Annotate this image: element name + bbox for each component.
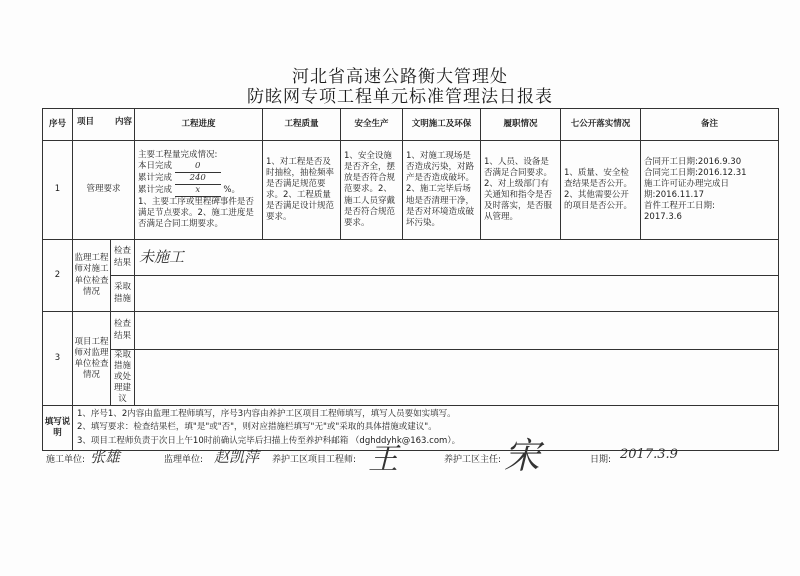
row1-quality [263, 141, 341, 240]
row1-seq: 1 [43, 141, 73, 240]
row1-remark [641, 141, 779, 240]
row2-sub1: 检查结果 [111, 240, 135, 276]
row1-civil [403, 141, 481, 240]
row2-seq: 2 [43, 240, 73, 312]
row3-check-result [135, 312, 779, 350]
engineer-label: 养护工区项目工程师: [272, 455, 357, 465]
note-line: 3、项目工程师负责于次日上午10时前确认完毕后扫描上传至养护科邮箱 （dghddyhk@163.com）。 [77, 435, 461, 446]
report-table [42, 108, 779, 451]
row3-seq: 3 [43, 312, 73, 406]
notes-body [73, 406, 779, 451]
row1-item: 管理要求 [73, 141, 135, 240]
total-pct-label: 累计完成 [138, 184, 173, 195]
row2-sub2: 采取措施 [111, 276, 135, 312]
chief-label: 养护工区主任: [444, 455, 502, 465]
note-line: 1、序号1、2内容由监理工程师填写，序号3内容由养护工区项目工程师填写，填写人员要如实填写。 [77, 409, 456, 420]
header-quality: 工程质量 [263, 109, 341, 141]
quality-text: 1、对工程是否及时抽检，抽检频率是否满足规范要求。2、工程质量是否满足设计规范要求。 [266, 156, 335, 223]
contractor-label: 施工单位: [46, 455, 86, 465]
table-row [43, 141, 779, 240]
civil-text: 1、对施工现场是否造成污染，对路产是否造成破坏。2、施工完毕后场地是否清理干净，是否对环境造成破坏污染。 [406, 151, 475, 228]
table-row [43, 350, 779, 406]
header-item: 项目 [77, 117, 95, 127]
safety-text: 1、安全设施是否齐全，摆放是否符合规范要求。2、施工人员穿戴是否符合规范要求。 [344, 151, 396, 228]
chief-signature: 宋 [504, 436, 541, 477]
contractor-signature: 张雄 [90, 448, 121, 466]
today-label: 本日完成 [138, 160, 173, 171]
header-item-content [73, 109, 135, 141]
header-progress: 工程进度 [135, 109, 263, 141]
table-row [43, 240, 779, 276]
progress-intro: 主要工程量完成情况: [138, 149, 218, 160]
today-value: 0 [175, 161, 221, 173]
progress-requirements: 1、主要工序或里程碑事件是否满足节点要求。2、施工进度是否满足合同工期要求。 [138, 197, 254, 230]
supervisor-signature: 赵凯萍 [214, 448, 260, 466]
header-row [43, 109, 779, 141]
total-line [138, 173, 259, 185]
remark-line: 2017.3.6 [644, 212, 682, 223]
row1-progress [135, 141, 263, 240]
header-seq: 序号 [43, 109, 73, 141]
notes-label: 填写说明 [43, 406, 73, 451]
date-label: 日期: [590, 455, 612, 465]
total-label: 累计完成 [138, 172, 173, 183]
remark-line: 合同开工日期:2016.9.30 [644, 156, 742, 167]
row3-measures [135, 350, 779, 406]
row2-check-result [135, 240, 779, 276]
header-civil: 文明施工及环保 [403, 109, 481, 141]
date-value: 2017.3.9 [620, 447, 678, 462]
row1-seven [561, 141, 641, 240]
total-pct-line [138, 185, 259, 197]
remark-line: 施工许可证办理完成日期:2016.11.17 [644, 178, 730, 200]
row2-measures [135, 276, 779, 312]
row1-duty [481, 141, 561, 240]
header-remark: 备注 [641, 109, 779, 141]
supervisor-label: 监理单位: [164, 455, 204, 465]
header-content: 内容 [114, 117, 132, 127]
document-title-report: 防眩网专项工程单元标准管理法日报表 [247, 87, 553, 107]
duty-text: 1、人员、设备是否满足合同要求。2、对上级部门有关通知和指令是否及时落实，是否服从管理。 [484, 156, 553, 223]
notes-row [43, 406, 779, 451]
handwritten-check-result: 未施工 [139, 247, 185, 266]
header-seven: 七公开落实情况 [561, 109, 641, 141]
engineer-signature: 王 [368, 442, 398, 477]
total-pct-value: x [175, 185, 221, 197]
remark-line: 首件工程开工日期: [644, 201, 715, 212]
row3-sub1: 检查结果 [111, 312, 135, 350]
today-line [138, 161, 259, 173]
pct-suffix: %。 [223, 184, 240, 195]
remark-line: 合同完工日期:2016.12.31 [644, 167, 747, 178]
row3-sub2: 采取措施或处理建议 [111, 350, 135, 406]
table-row [43, 276, 779, 312]
row1-safety [341, 141, 403, 240]
note-line: 2、填写要求：检查结果栏，填"是"或"否"，则对应措施栏填写"无"或"采取的具体措施或建议"。 [77, 422, 437, 433]
row2-item: 监理工程师对施工单位检查情况 [73, 240, 111, 312]
document-title-org: 河北省高速公路衡大管理处 [292, 67, 508, 87]
row3-item: 项目工程师对监理单位检查情况 [73, 312, 111, 406]
total-value: 240 [175, 173, 221, 185]
seven-text: 1、质量、安全检查结果是否公开。2、其他需要公开的项目是否公开。 [564, 167, 633, 212]
table-row [43, 312, 779, 350]
header-duty: 履职情况 [481, 109, 561, 141]
header-safety: 安全生产 [341, 109, 403, 141]
